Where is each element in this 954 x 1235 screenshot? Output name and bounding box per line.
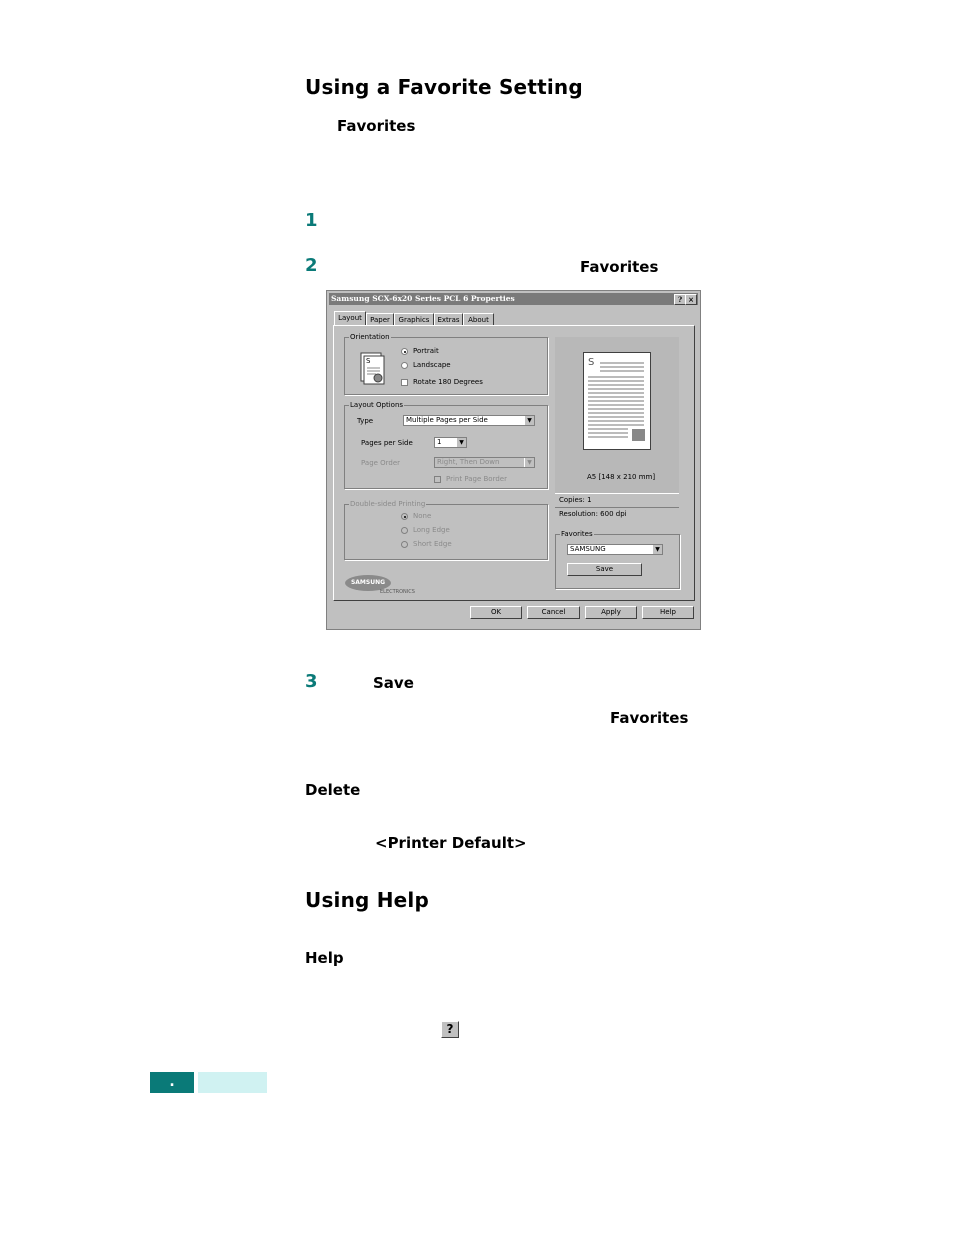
- landscape-radio[interactable]: [401, 362, 408, 369]
- chevron-down-icon[interactable]: ▼: [652, 545, 662, 554]
- page-border-checkbox[interactable]: [434, 476, 441, 483]
- section-title-help: Using Help: [305, 888, 429, 912]
- short-edge-label: Short Edge: [413, 540, 452, 548]
- none-radio[interactable]: [401, 513, 408, 520]
- chevron-down-icon[interactable]: ▼: [456, 438, 466, 447]
- step-number-1: 1: [305, 210, 318, 231]
- layout-options-label: Layout Options: [350, 401, 404, 409]
- preview-page-letter: S: [588, 357, 595, 368]
- tab-about[interactable]: About: [463, 313, 494, 326]
- close-button[interactable]: ×: [685, 294, 697, 305]
- preview-page: [583, 352, 651, 450]
- rotate-checkbox[interactable]: [401, 379, 408, 386]
- favorites-value: SAMSUNG: [570, 545, 606, 553]
- type-label: Type: [357, 417, 374, 425]
- pages-per-side-label: Pages per Side: [361, 439, 413, 447]
- page-preview: [555, 337, 679, 523]
- samsung-logo: SAMSUNG: [345, 575, 391, 591]
- tab-graphics[interactable]: Graphics: [394, 313, 434, 326]
- page-order-value: Right, Then Down: [437, 458, 500, 466]
- pages-per-side-value: 1: [437, 438, 442, 446]
- dialog-titlebar: [329, 293, 698, 305]
- step2-favorites-term: Favorites: [580, 258, 659, 276]
- short-edge-radio[interactable]: [401, 541, 408, 548]
- tab-paper[interactable]: Paper: [366, 313, 394, 326]
- page-order-label: Page Order: [361, 459, 401, 467]
- svg-text:S: S: [366, 357, 371, 365]
- preview-text-lines: [588, 361, 646, 445]
- favorites-group: [555, 530, 680, 589]
- favorites-save-button[interactable]: Save: [567, 563, 642, 576]
- document-orientation-icon: [360, 352, 386, 386]
- delete-term: Delete: [305, 781, 361, 799]
- footer-band: [198, 1072, 267, 1093]
- favorites-term: Favorites: [337, 117, 416, 135]
- footer-page-marker: .: [150, 1072, 194, 1093]
- resolution-label: Resolution: 600 dpi: [559, 510, 627, 518]
- type-select[interactable]: [403, 415, 535, 426]
- page-order-select[interactable]: [434, 457, 535, 468]
- double-sided-group: [344, 500, 548, 560]
- chevron-down-icon[interactable]: ▼: [524, 458, 534, 467]
- favorites-select[interactable]: [567, 544, 663, 555]
- step3-favorites-term: Favorites: [610, 709, 689, 727]
- none-label: None: [413, 512, 432, 520]
- step3-save-term: Save: [373, 674, 414, 692]
- printer-default-term: <Printer Default>: [375, 834, 527, 852]
- page-border-label: Print Page Border: [446, 475, 507, 483]
- tab-extras[interactable]: Extras: [434, 313, 463, 326]
- chevron-down-icon[interactable]: ▼: [524, 416, 534, 425]
- dialog-title: Samsung SCX-6x20 Series PCL 6 Properties: [331, 294, 515, 303]
- pages-per-side-select[interactable]: [434, 437, 467, 448]
- help-term: Help: [305, 949, 344, 967]
- ok-button[interactable]: OK: [470, 606, 522, 619]
- portrait-label: Portrait: [413, 347, 439, 355]
- long-edge-label: Long Edge: [413, 526, 450, 534]
- favorites-group-label: Favorites: [561, 530, 593, 538]
- orientation-label: Orientation: [350, 333, 390, 341]
- help-title-button[interactable]: ?: [674, 294, 686, 305]
- copies-label: Copies: 1: [559, 496, 592, 504]
- step-number-3: 3: [305, 671, 318, 692]
- double-sided-label: Double-sided Printing: [350, 500, 426, 508]
- step-number-2: 2: [305, 255, 318, 276]
- long-edge-radio[interactable]: [401, 527, 408, 534]
- orientation-group: [344, 333, 548, 395]
- cancel-button[interactable]: Cancel: [527, 606, 580, 619]
- apply-button[interactable]: Apply: [585, 606, 637, 619]
- type-value: Multiple Pages per Side: [406, 416, 488, 424]
- help-question-icon: ?: [441, 1021, 459, 1038]
- section-title-favorite: Using a Favorite Setting: [305, 75, 583, 99]
- layout-options-group: [344, 401, 548, 489]
- portrait-radio[interactable]: [401, 348, 408, 355]
- paper-size-label: A5 [148 x 210 mm]: [587, 473, 656, 481]
- preview-divider: [555, 507, 679, 508]
- help-button[interactable]: Help: [642, 606, 694, 619]
- landscape-label: Landscape: [413, 361, 451, 369]
- tab-layout[interactable]: Layout: [334, 311, 366, 326]
- electronics-label: ELECTRONICS: [380, 589, 415, 595]
- rotate-label: Rotate 180 Degrees: [413, 378, 483, 386]
